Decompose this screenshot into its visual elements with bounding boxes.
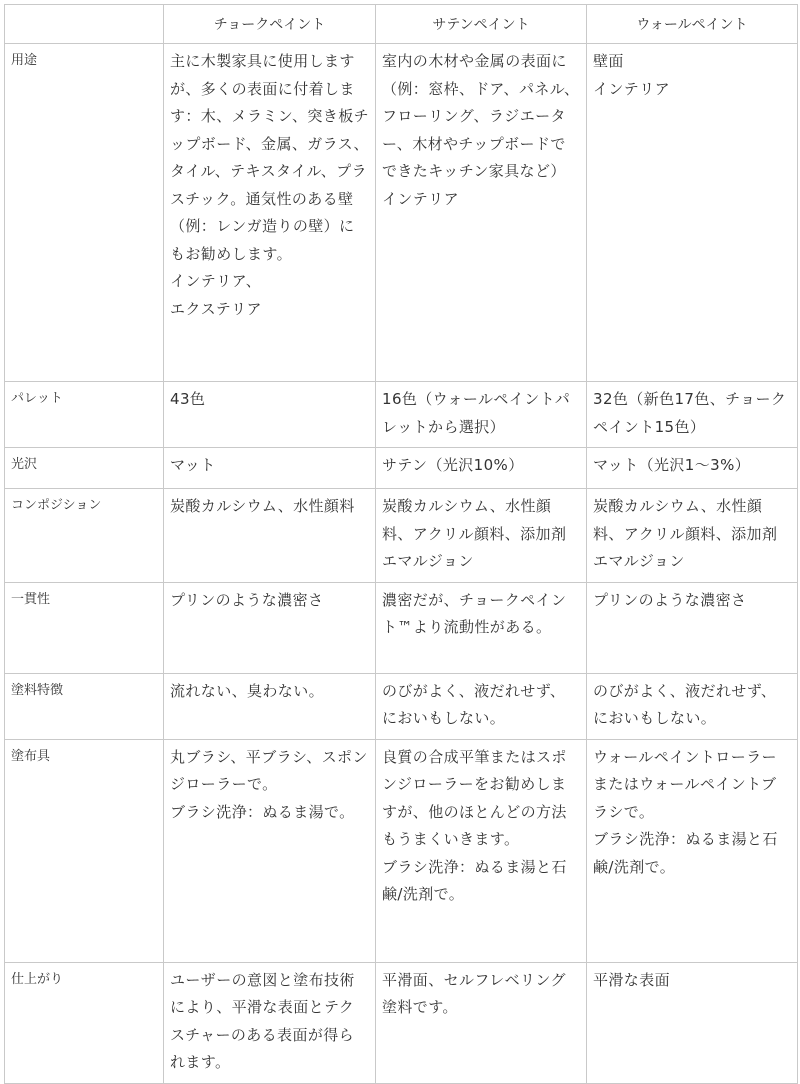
cell-satin: 室内の木材や金属の表面に（例：窓枠、ドア、パネル、フローリング、ラジエーター、木材やチップボードでできたキッチン家具など） インテリア <box>376 44 587 382</box>
row-label-paint-features: 塗料特徴 <box>5 673 164 739</box>
header-chalk-paint: チョークペイント <box>164 5 376 44</box>
cell-satin: サテン（光沢10%） <box>376 448 587 489</box>
cell-chalk: 炭酸カルシウム、水性顔料 <box>164 489 376 583</box>
table-row <box>5 739 798 962</box>
cell-wall: 32色（新色17色、チョークペイント15色） <box>587 382 798 448</box>
header-empty <box>5 5 164 44</box>
table-row <box>5 582 798 673</box>
cell-satin: 平滑面、セルフレベリング塗料です。 <box>376 962 587 1083</box>
cell-chalk: 丸ブラシ、平ブラシ、スポンジローラーで。 ブラシ洗浄：ぬるま湯で。 <box>164 739 376 962</box>
row-label-composition: コンポジション <box>5 489 164 583</box>
row-label-applicators: 塗布具 <box>5 739 164 962</box>
row-label-usage: 用途 <box>5 44 164 382</box>
cell-wall: マット（光沢1〜3%） <box>587 448 798 489</box>
header-satin-paint: サテンペイント <box>376 5 587 44</box>
comparison-table-container <box>4 4 797 1084</box>
row-label-finish: 仕上がり <box>5 962 164 1083</box>
row-label-consistency: 一貫性 <box>5 582 164 673</box>
cell-wall: 炭酸カルシウム、水性顔料、アクリル顔料、添加剤エマルジョン <box>587 489 798 583</box>
cell-wall: 壁面 インテリア <box>587 44 798 382</box>
cell-chalk: 主に木製家具に使用しますが、多くの表面に付着します：木、メラミン、突き板チップボード、金属、ガラス、タイル、テキスタイル、プラスチック。通気性のある壁（例：レンガ造りの壁）にもお勧めします。 インテリア、 エクステリア <box>164 44 376 382</box>
row-label-gloss: 光沢 <box>5 448 164 489</box>
table-row <box>5 962 798 1083</box>
cell-wall: ウォールペイントローラーまたはウォールペイントブラシで。 ブラシ洗浄：ぬるま湯と石鹸/洗剤で。 <box>587 739 798 962</box>
cell-chalk: 流れない、臭わない。 <box>164 673 376 739</box>
header-row <box>5 5 798 44</box>
cell-chalk: ユーザーの意図と塗布技術により、平滑な表面とテクスチャーのある表面が得られます。 <box>164 962 376 1083</box>
cell-satin: 炭酸カルシウム、水性顔料、アクリル顔料、添加剤エマルジョン <box>376 489 587 583</box>
cell-satin: のびがよく、液だれせず、においもしない。 <box>376 673 587 739</box>
header-wall-paint: ウォールペイント <box>587 5 798 44</box>
cell-satin: 16色（ウォールペイントパレットから選択） <box>376 382 587 448</box>
table-row <box>5 673 798 739</box>
cell-satin: 濃密だが、チョークペイント™より流動性がある。 <box>376 582 587 673</box>
table-row <box>5 448 798 489</box>
table-row <box>5 382 798 448</box>
cell-wall: のびがよく、液だれせず、においもしない。 <box>587 673 798 739</box>
cell-chalk: マット <box>164 448 376 489</box>
cell-chalk: プリンのような濃密さ <box>164 582 376 673</box>
table-row <box>5 44 798 382</box>
cell-wall: 平滑な表面 <box>587 962 798 1083</box>
row-label-palette: パレット <box>5 382 164 448</box>
cell-satin: 良質の合成平筆またはスポンジローラーをお勧めしますが、他のほとんどの方法もうまくいきます。 ブラシ洗浄：ぬるま湯と石鹸/洗剤で。 <box>376 739 587 962</box>
cell-chalk: 43色 <box>164 382 376 448</box>
table-row <box>5 489 798 583</box>
paint-comparison-table <box>4 4 798 1084</box>
cell-wall: プリンのような濃密さ <box>587 582 798 673</box>
